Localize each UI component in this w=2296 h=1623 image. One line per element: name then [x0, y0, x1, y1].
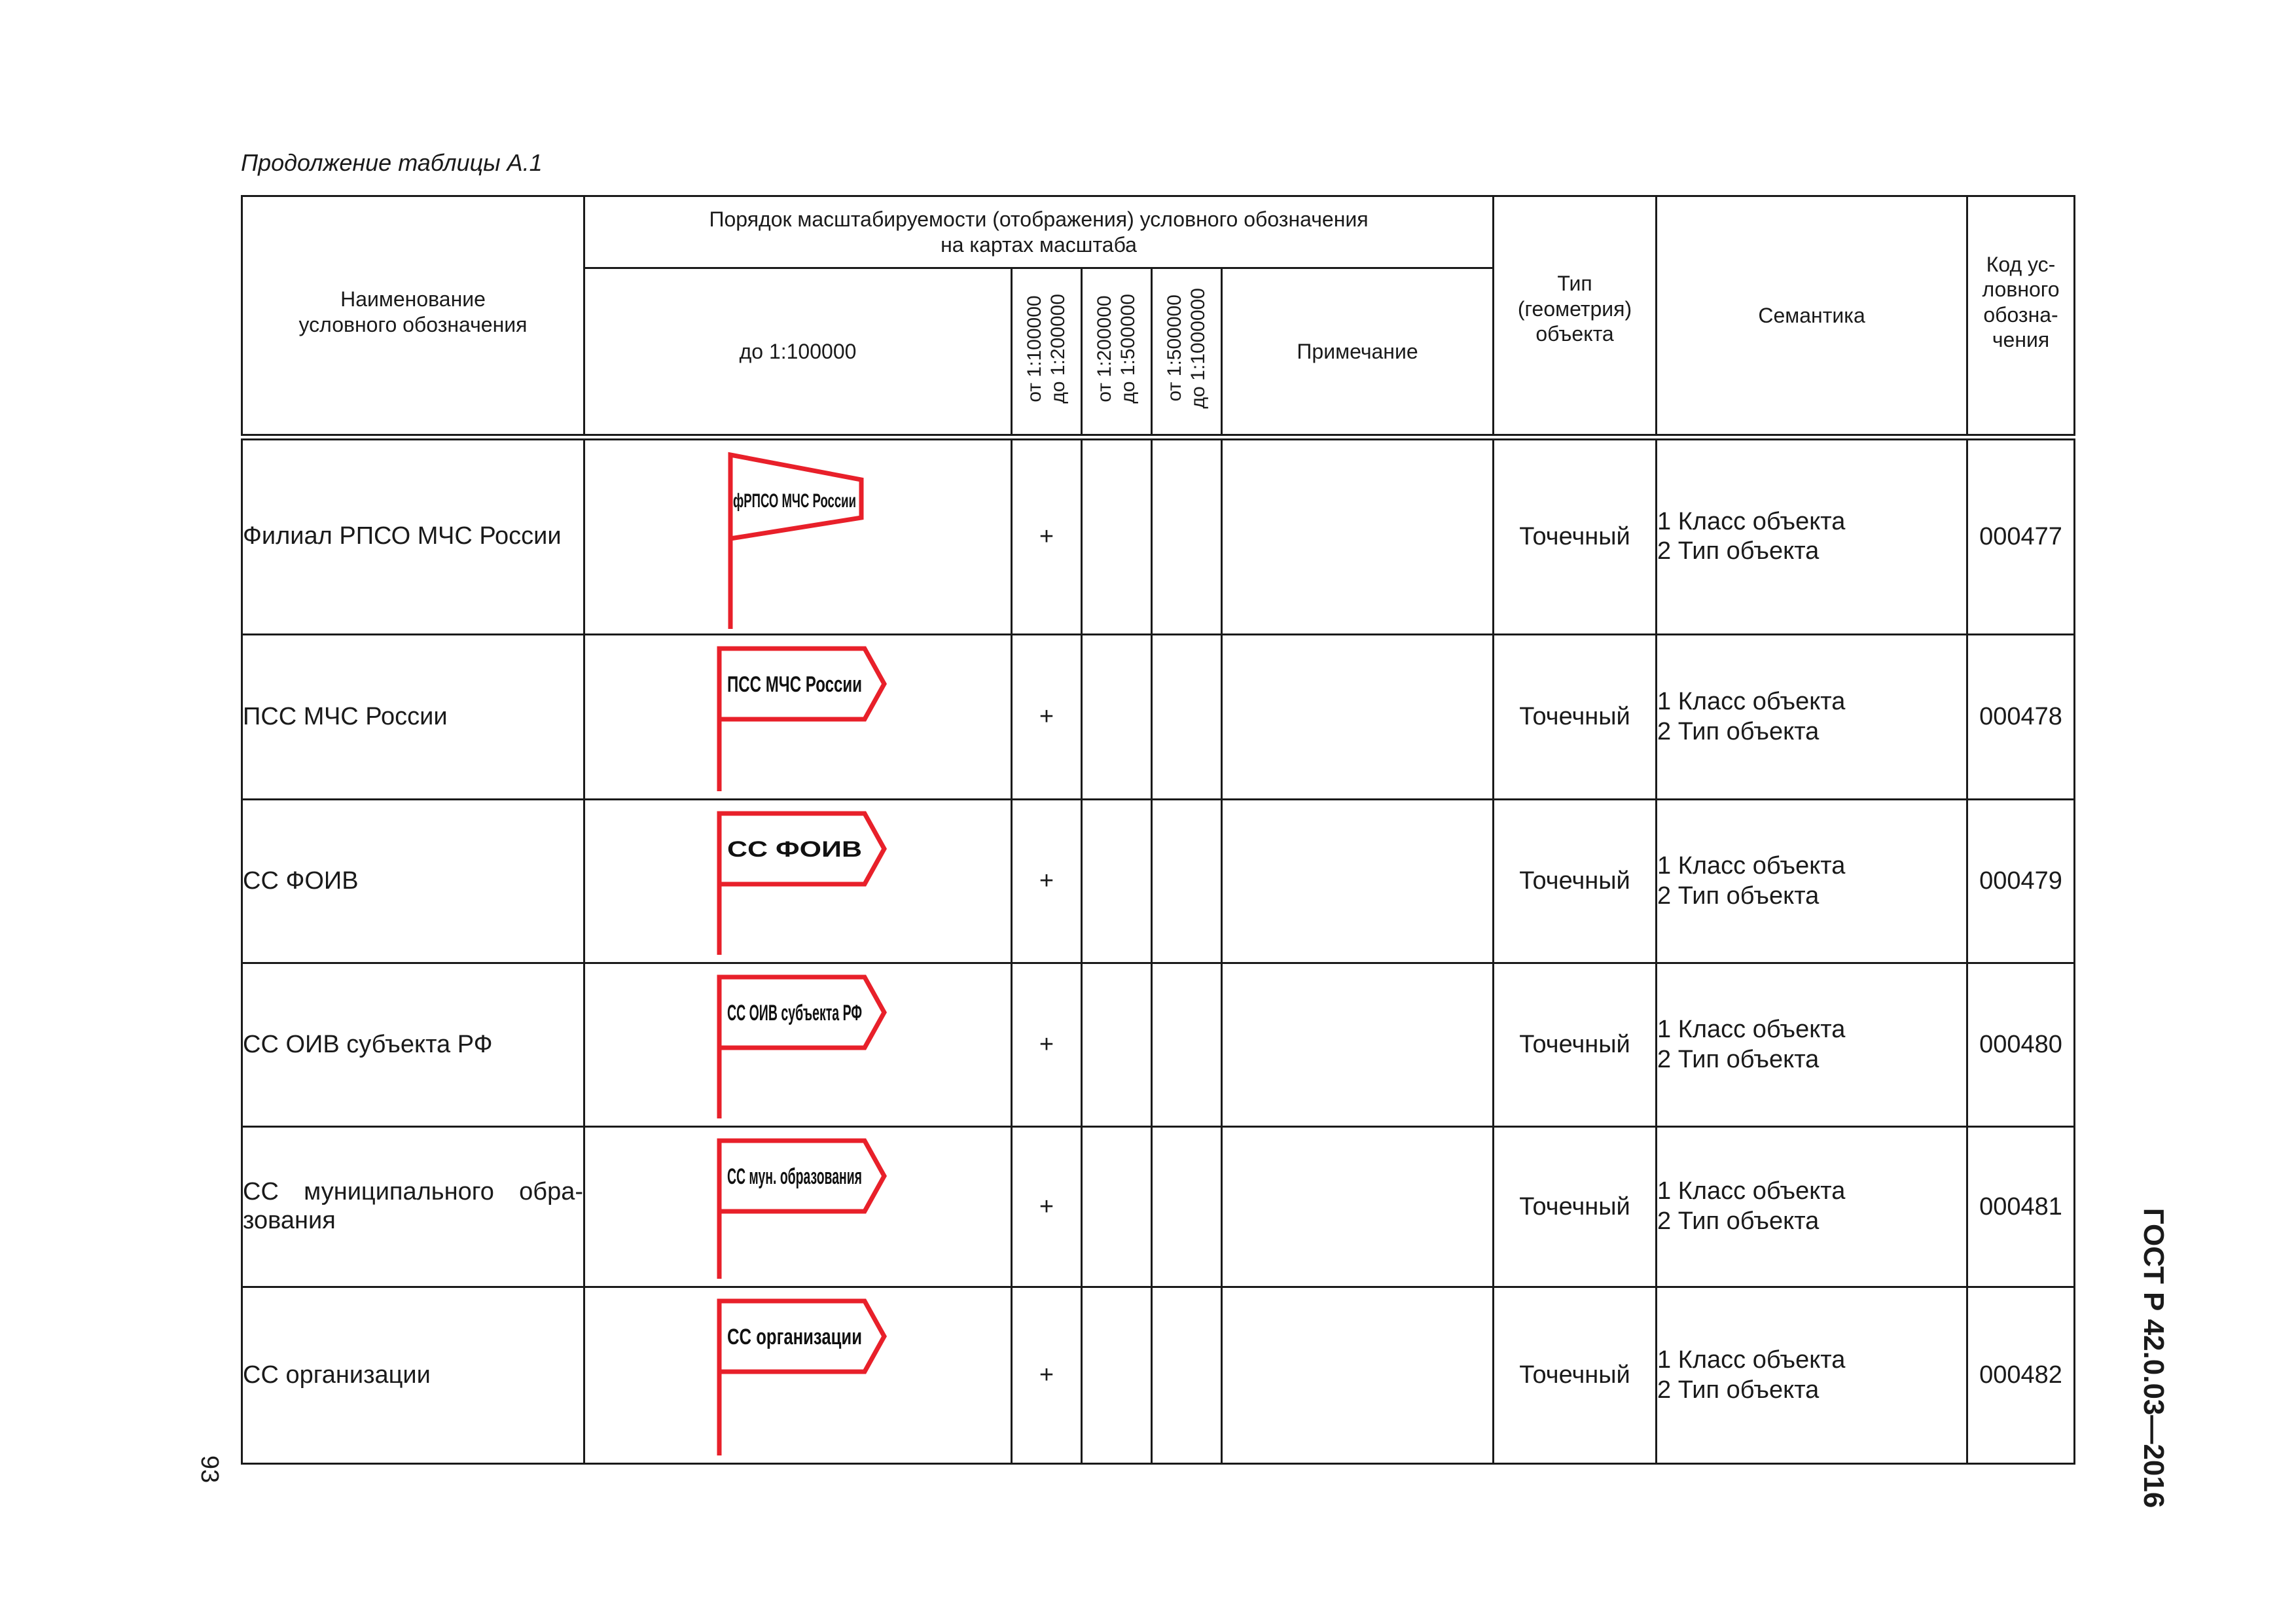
semantics-line: 2 Тип объекта [1657, 717, 1820, 745]
symbol-cell [584, 1127, 1012, 1287]
semantics-line: 2 Тип объекта [1657, 537, 1820, 565]
table-row [242, 635, 2075, 800]
semantics-cell [1657, 1127, 1967, 1287]
geometry-cell: Точечный [1494, 800, 1657, 963]
mark-200k-500k [1082, 1287, 1152, 1464]
mark-100k-200k: + [1012, 635, 1082, 800]
code-cell: 000481 [1967, 1127, 2075, 1287]
mark-200k-500k [1082, 1127, 1152, 1287]
table-row [242, 1127, 2075, 1287]
code-cell: 000479 [1967, 800, 2075, 963]
geometry-cell: Точечный [1494, 963, 1657, 1127]
header-geometry: Тип (геометрия) объекта [1494, 196, 1657, 437]
note-cell [1222, 437, 1494, 635]
header-code: Код ус- ловного обозна- чения [1967, 196, 2075, 437]
symbol-name: ПСС МЧС России [242, 635, 584, 800]
flag-label: ПСС МЧС России [727, 672, 862, 697]
geometry-cell: Точечный [1494, 635, 1657, 800]
table-row [242, 800, 2075, 963]
code-cell: 000480 [1967, 963, 2075, 1127]
semantics-cell [1657, 800, 1967, 963]
note-cell [1222, 1127, 1494, 1287]
semantics-line: 1 Класс объекта [1657, 1346, 1846, 1374]
flag-label: СС ФОИВ [727, 837, 862, 862]
header-scale-200k-500k: от 1:200000 до 1:500000 [1082, 268, 1152, 437]
geometry-cell: Точечный [1494, 437, 1657, 635]
semantics-cell [1657, 1287, 1967, 1464]
mark-500k-1m [1152, 800, 1222, 963]
header-scale-500k-1m: от 1:500000 до 1:1000000 [1152, 268, 1222, 437]
flag-symbol-icon [585, 1128, 1013, 1288]
note-cell [1222, 635, 1494, 800]
semantics-line: 2 Тип объекта [1657, 1045, 1820, 1073]
semantics-line: 1 Класс объекта [1657, 687, 1846, 715]
table-row [242, 963, 2075, 1127]
mark-500k-1m [1152, 1287, 1222, 1464]
mark-500k-1m [1152, 1127, 1222, 1287]
flag-label: СС ОИВ субъекта РФ [727, 1001, 862, 1026]
mark-200k-500k [1082, 437, 1152, 635]
semantics-line: 2 Тип объекта [1657, 1376, 1820, 1404]
mark-200k-500k [1082, 963, 1152, 1127]
semantics-line: 1 Класс объекта [1657, 1015, 1846, 1043]
mark-500k-1m [1152, 635, 1222, 800]
flag-symbol-icon [585, 440, 1013, 638]
semantics-line: 1 Класс объекта [1657, 851, 1846, 880]
table-caption: Продолжение таблицы А.1 [241, 149, 543, 176]
symbol-name: СС ОИВ субъекта РФ [242, 963, 584, 1127]
flag-symbol-icon [585, 635, 1013, 800]
mark-100k-200k: + [1012, 963, 1082, 1127]
header-scale-group: Порядок масштабируемости (отображения) условного обозначения на картах масштаба [584, 196, 1494, 268]
mark-200k-500k [1082, 800, 1152, 963]
note-cell [1222, 1287, 1494, 1464]
semantics-line: 1 Класс объекта [1657, 1177, 1846, 1205]
table-row [242, 1287, 2075, 1464]
flag-label: СС мун. образования [727, 1164, 862, 1189]
mark-500k-1m [1152, 437, 1222, 635]
header-scale-100k-200k: от 1:100000 до 1:200000 [1012, 268, 1082, 437]
flag-label: фРПСО МЧС России [733, 490, 856, 512]
symbols-table [241, 195, 2075, 1465]
mark-500k-1m [1152, 963, 1222, 1127]
symbol-name: СС муниципального обра-зования [242, 1127, 584, 1287]
symbol-name: СС ФОИВ [242, 800, 584, 963]
symbol-cell [584, 437, 1012, 635]
symbol-name: СС организации [242, 1287, 584, 1464]
table-row [242, 437, 2075, 635]
mark-100k-200k: + [1012, 1287, 1082, 1464]
symbol-cell [584, 1287, 1012, 1464]
symbol-cell [584, 800, 1012, 963]
semantics-cell [1657, 963, 1967, 1127]
code-cell: 000478 [1967, 635, 2075, 800]
code-cell: 000477 [1967, 437, 2075, 635]
flag-label: СС организации [727, 1325, 862, 1349]
mark-200k-500k [1082, 635, 1152, 800]
header-name: Наименование условного обозначения [242, 196, 584, 437]
symbol-cell [584, 963, 1012, 1127]
mark-100k-200k: + [1012, 437, 1082, 635]
note-cell [1222, 800, 1494, 963]
note-cell [1222, 963, 1494, 1127]
flag-symbol-icon [585, 1288, 1013, 1465]
semantics-cell [1657, 437, 1967, 635]
header-semantics: Семантика [1657, 196, 1967, 437]
mark-100k-200k: + [1012, 1127, 1082, 1287]
semantics-line: 2 Тип объекта [1657, 1207, 1820, 1235]
header-scale-100k: до 1:100000 [584, 268, 1012, 437]
flag-symbol-icon [585, 964, 1013, 1128]
code-cell: 000482 [1967, 1287, 2075, 1464]
flag-symbol-icon [585, 800, 1013, 964]
semantics-line: 2 Тип объекта [1657, 882, 1820, 910]
geometry-cell: Точечный [1494, 1127, 1657, 1287]
symbol-cell [584, 635, 1012, 800]
document-code: ГОСТ Р 42.0.03—2016 [2138, 1207, 2170, 1508]
header-note: Примечание [1222, 268, 1494, 437]
semantics-cell [1657, 635, 1967, 800]
semantics-line: 1 Класс объекта [1657, 507, 1846, 535]
geometry-cell: Точечный [1494, 1287, 1657, 1464]
mark-100k-200k: + [1012, 800, 1082, 963]
page-number: 93 [196, 1455, 224, 1484]
symbol-name: Филиал РПСО МЧС России [242, 437, 584, 635]
